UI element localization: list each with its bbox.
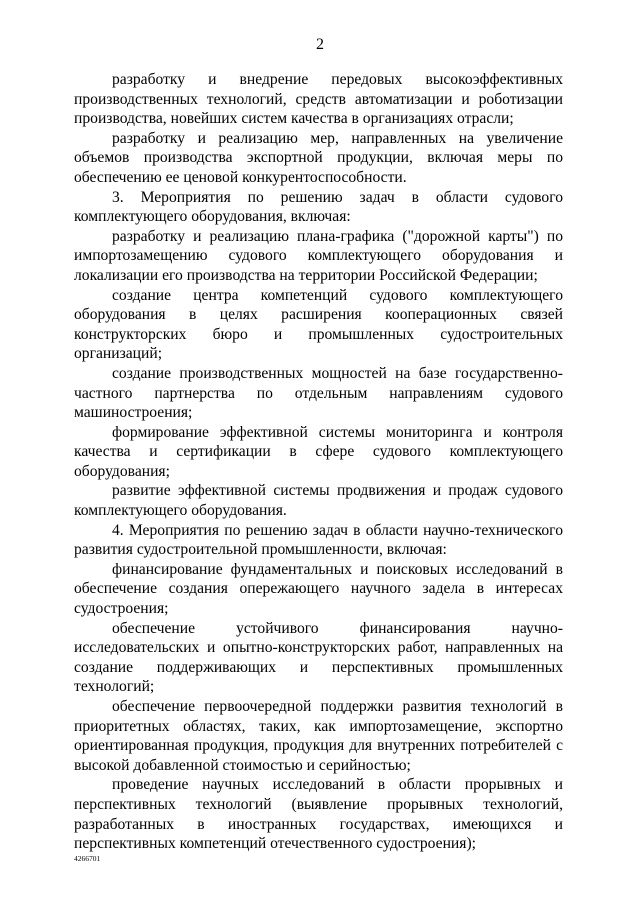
paragraph: проведение научных исследований в области прорывных и перспективных технологий (выявление прорывных технологий, разработанных в иностранных государствах, имеющихся и перспективных компетенций отечественного судостроения); bbox=[74, 776, 563, 853]
paragraph: формирование эффективной системы мониторинга и контроля качества и сертификации в сфере судового комплектующего оборудования; bbox=[74, 423, 563, 480]
document-code: 4266701 bbox=[74, 854, 101, 863]
paragraph: обеспечение устойчивого финансирования научно-исследовательских и опытно-конструкторских работ, направленных на создание поддерживающих и перспективных промышленных технологий; bbox=[74, 619, 563, 696]
paragraph: создание производственных мощностей на базе государственно-частного партнерства по отдельным направлениям судового машиностроения; bbox=[74, 364, 563, 422]
paragraph: разработку и реализацию плана-графика ("дорожной карты") по импортозамещению судового комплектующего оборудования и локализации его производства на территории Российской Федерации; bbox=[74, 227, 563, 284]
paragraph: разработку и реализацию мер, направленных на увеличение объемов производства экспортной продукции, включая меры по обеспечению ее ценовой конкурентоспособности. bbox=[74, 129, 563, 186]
paragraph: разработку и внедрение передовых высокоэффективных производственных технологий, средств автоматизации и роботизации производства, новейших систем качества в организациях отрасли; bbox=[74, 71, 563, 128]
paragraph: 3. Мероприятия по решению задач в области судового комплектующего оборудования, включая: bbox=[74, 188, 563, 226]
paragraph: обеспечение первоочередной поддержки развития технологий в приоритетных областях, таких, как импортозамещение, экспортно ориентированная продукция, продукция для внутренних потребителей с высокой добавленной стоимостью и серийностью; bbox=[74, 698, 563, 774]
page-number: 2 bbox=[316, 36, 324, 53]
paragraph: развитие эффективной системы продвижения и продаж судового комплектующего оборудования. bbox=[74, 482, 563, 520]
paragraph: финансирование фундаментальных и поисковых исследований в обеспечение создания опережающего научного задела в интересах судостроения; bbox=[74, 560, 563, 618]
paragraph: создание центра компетенций судового комплектующего оборудования в целях расширения кооперационных связей конструкторских бюро и промышленных судостроительных организаций; bbox=[74, 286, 563, 363]
document-body bbox=[74, 70, 563, 854]
paragraph: 4. Мероприятия по решению задач в области научно-технического развития судостроительной промышленности, включая: bbox=[74, 521, 563, 559]
